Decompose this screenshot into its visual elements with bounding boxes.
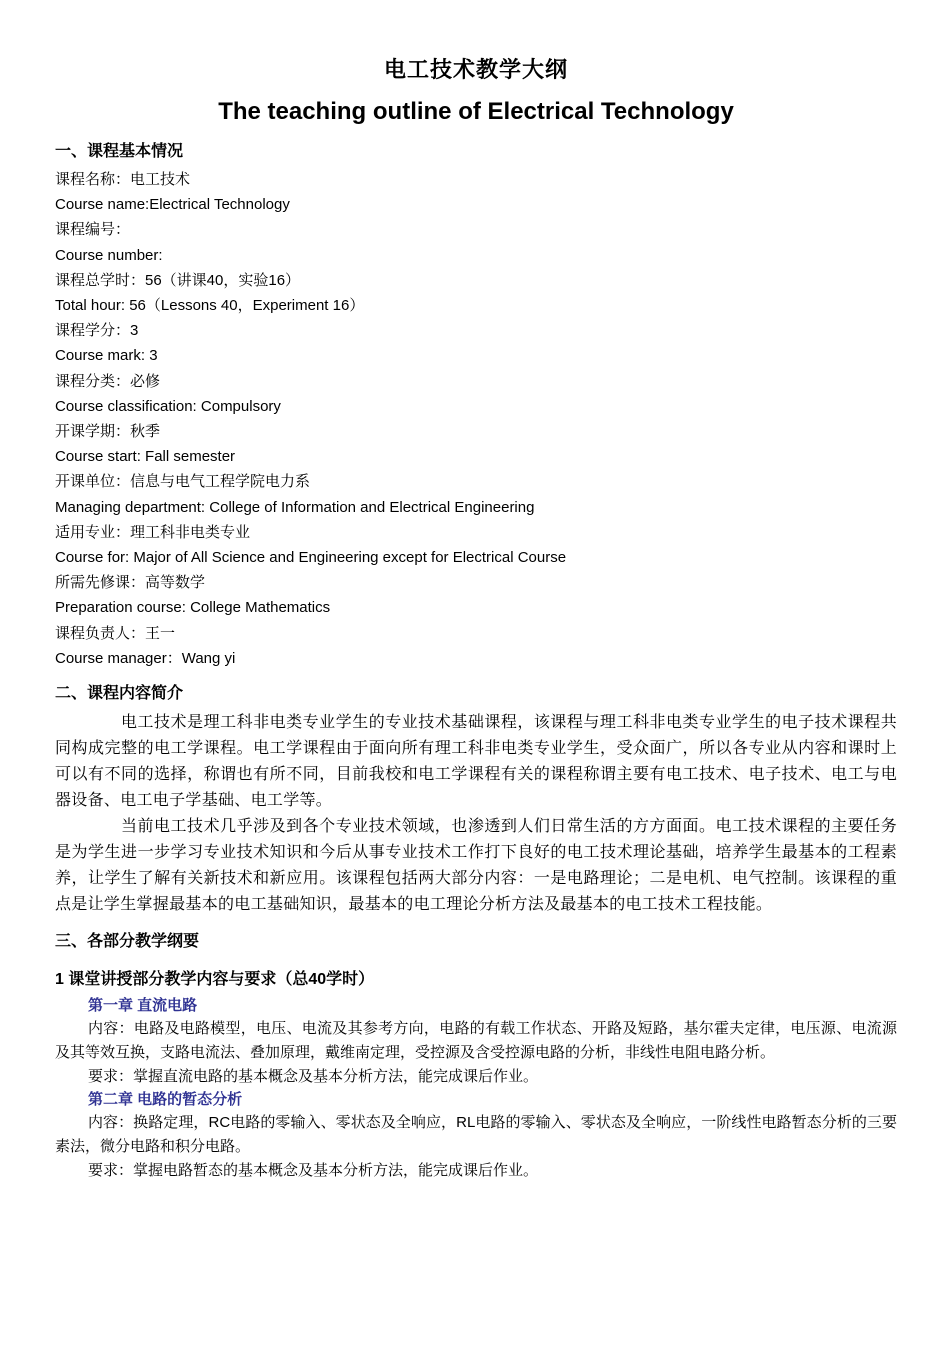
info-line: Course for: Major of All Science and Engineering except for Electrical Course <box>55 549 567 567</box>
section-heading-basic-info: 一、课程基本情况 <box>55 143 184 160</box>
document-title-cn: 电工技术教学大纲 <box>383 57 568 82</box>
chapter-content: 内容：换路定理，RC电路的零输入、零状态及全响应，RL电路的零输入、零状态及全响应，一阶线性电路暂态分析的三要素法，微分电路和积分电路。 <box>55 1114 897 1156</box>
document-page <box>55 55 897 1183</box>
info-line: 开课学期：秋季 <box>55 423 161 441</box>
info-line: 课程总学时：56（讲课40，实验16） <box>55 271 301 289</box>
info-line: Total hour: 56（Lessons 40，Experiment 16） <box>55 297 365 315</box>
chapter-title: 第二章 电路的暂态分析 <box>88 1091 243 1109</box>
section-heading-outline: 三、各部分教学纲要 <box>55 933 200 951</box>
document-title-en: The teaching outline of Electrical Technology <box>218 98 734 125</box>
intro-paragraph: 电工技术是理工科非电类专业学生的专业技术基础课程，该课程与理工科非电类专业学生的电子技术课程共同构成完整的电工学课程。电工学课程由于面向所有理工科非电类专业学生，受众面广，所以各专业从内容和课时上可以有不同的选择，称谓也有所不同，目前我校和电工学课程有关的课程称谓主要有电工技术、电子技术、电工与电器设备、电工电子学基础、电工学等。 <box>55 712 897 810</box>
info-line: 开课单位：信息与电气工程学院电力系 <box>55 473 311 491</box>
course-info-list <box>55 167 897 671</box>
info-line: Preparation course: College Mathematics <box>55 599 331 617</box>
info-line: 适用专业：理工科非电类专业 <box>55 523 251 541</box>
info-line: Course mark: 3 <box>55 347 158 365</box>
chapter-requirement: 要求：掌握电路暂态的基本概念及基本分析方法，能完成课后作业。 <box>88 1162 539 1180</box>
info-line: 课程名称：电工技术 <box>55 171 191 188</box>
intro-paragraph: 当前电工技术几乎涉及到各个专业技术领域，也渗透到人们日常生活的方方面面。电工技术课程的主要任务是为学生进一步学习专业技术知识和今后从事专业技术工作打下良好的电工技术理论基础，培养学生最基本的工程素养，让学生了解有关新技术和新应用。该课程包括两大部分内容：一是电路理论；二是电机、电气控制。该课程的重点是让学生掌握最基本的电工基础知识，最基本的电工理论分析方法及最基本的电工技术工程技能。 <box>55 816 897 914</box>
chapter-block <box>55 1089 897 1183</box>
info-line: 课程负责人：王一 <box>55 624 176 642</box>
info-line: Course number: <box>55 246 163 264</box>
info-line: 课程编号： <box>55 221 131 239</box>
info-line: Course start: Fall semester <box>55 448 236 466</box>
info-line: 所需先修课：高等数学 <box>55 574 206 592</box>
info-line: Course classification: Compulsory <box>55 397 281 415</box>
section-heading-intro: 二、课程内容简介 <box>55 685 184 703</box>
chapter-content: 内容：电路及电路模型，电压、电流及其参考方向，电路的有载工作状态、开路及短路，基尔霍夫定律，电压源、电流源及其等效互换，支路电流法、叠加原理，戴维南定理，受控源及含受控源电路的分析，非线性电阻电路分析。 <box>55 1020 897 1062</box>
chapter-requirement: 要求：掌握直流电路的基本概念及基本分析方法，能完成课后作业。 <box>88 1068 539 1086</box>
lecture-subheading: 1 课堂讲授部分教学内容与要求（总40学时） <box>55 971 375 989</box>
chapter-block <box>55 995 897 1089</box>
info-line: Course manager：Wang yi <box>55 649 236 667</box>
info-line: Course name:Electrical Technology <box>55 196 290 214</box>
info-line: 课程学分：3 <box>55 322 139 340</box>
chapter-title: 第一章 直流电路 <box>88 997 198 1015</box>
info-line: 课程分类：必修 <box>55 372 161 390</box>
info-line: Managing department: College of Information and Electrical Engineering <box>55 498 535 516</box>
